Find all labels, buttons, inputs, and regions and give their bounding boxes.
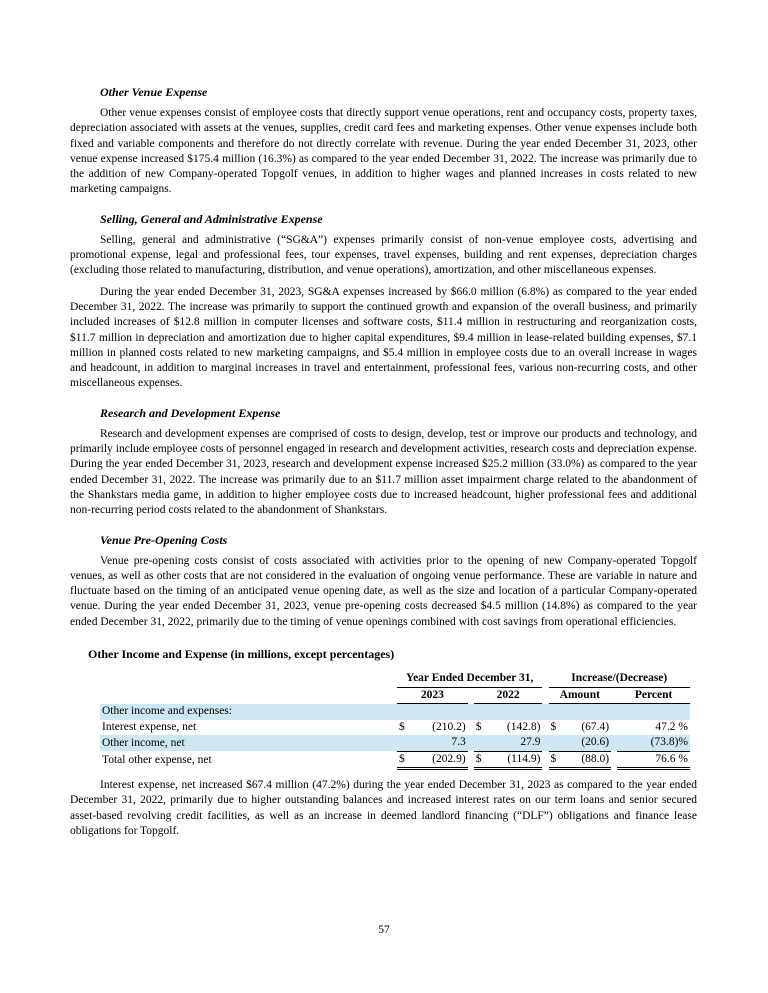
paragraph: Venue pre-opening costs consist of costs associated with activities prior to the opening of new Company-operated Topgolf venues, as well as other costs that are not considered in the evaluation of ongoing venue performance. These are variable in nature and fluctuate based on the timing of an anticipated venue opening date, as well as the size and location of a particular Company-operated venue. During the year ended December 31, 2023, venue pre-opening costs decreased $4.5 million (14.8%) as compared to the year ended December 31, 2022, primarily due to the timing of venue openings combined with cost savings from operational efficiencies. xyxy=(70,554,697,628)
dollar-sign-amount: $ xyxy=(550,720,557,733)
section-other-venue-expense xyxy=(70,85,697,198)
section-heading: Venue Pre-Opening Costs xyxy=(100,532,228,547)
row-label: Other income and expenses: xyxy=(100,704,690,720)
group-header-increase-decrease: Increase/(Decrease) xyxy=(549,671,691,687)
row-label: Other income, net xyxy=(100,735,397,751)
table-row-interest-expense xyxy=(100,720,690,736)
value-percent: 76.6 % xyxy=(617,751,690,769)
row-label: Total other expense, net xyxy=(102,754,212,767)
paragraph: Selling, general and administrative (“SG&A”) expenses primarily consist of non-venue employee costs, advertising and promotional expense, legal and professional fees, tour expenses, travel expenses, building and rent expenses, depreciation charges (excluding those related to manufacturing, distribution, and venue operations), amortization, and other miscellaneous expenses. xyxy=(70,233,697,277)
value-2023: (202.9) xyxy=(411,751,468,769)
value-percent: 47.2 % xyxy=(655,720,688,733)
page-number: 57 xyxy=(378,924,390,936)
value-2022: (114.9) xyxy=(488,751,543,769)
dollar-sign-2023: $ xyxy=(397,751,411,769)
dollar-sign-2023: $ xyxy=(399,720,405,733)
section-heading: Selling, General and Administrative Expense xyxy=(100,211,323,226)
table-row-other-income-expenses-group xyxy=(100,704,690,720)
closing-paragraph: Interest expense, net increased $67.4 million (47.2%) during the year ended December 31, 2023 as compared to the year ended December 31, 2022, primarily due to higher outstanding balances and increased interest rates on our term loans and senior secured asset-based revolving credit facilities, as well as an increase in deemed landlord financing (“DLF”) obligations and finance lease obligations for Topgolf. xyxy=(70,779,697,837)
column-header-2023: 2023 xyxy=(397,687,468,704)
value-amount: (67.4) xyxy=(581,720,610,733)
table-row-total-other-expense xyxy=(100,751,690,769)
column-header-percent: Percent xyxy=(617,687,690,704)
section-heading: Other Venue Expense xyxy=(100,85,208,99)
row-label: Interest expense, net xyxy=(102,720,197,733)
section-venue-preopening xyxy=(70,533,697,630)
dollar-sign-2023 xyxy=(397,735,411,751)
section-sga-expense xyxy=(70,212,697,392)
table-column-header-row xyxy=(100,687,690,704)
spacer-cell xyxy=(100,671,397,687)
paragraph: Research and development expenses are comprised of costs to design, develop, test or improve our products and technology, and primarily include employee costs of personnel engaged in research and development activities, research costs and depreciation expense. During the year ended December 31, 2023, research and development expense increased $25.2 million (33.0%) as compared to the year ended December 31, 2022. The increase was primarily due to an $11.7 million asset impairment charge related to the abandonment of the Shankstars media game, in addition to higher employee costs due to increased headcount, higher professional fees and additional non-recurring period costs related to the abandonment of Shankstars. xyxy=(70,427,697,517)
value-amount: (20.6) xyxy=(563,735,611,751)
table-row-other-income xyxy=(100,735,690,751)
value-2022: (142.8) xyxy=(506,720,541,733)
section-research-development xyxy=(70,406,697,519)
value-2023: (210.2) xyxy=(432,720,466,733)
dollar-sign-amount: $ xyxy=(549,751,563,769)
dollar-sign-amount xyxy=(549,735,563,751)
dollar-sign-2022: $ xyxy=(474,751,488,769)
section-heading: Research and Development Expense xyxy=(100,405,281,420)
value-amount: (88.0) xyxy=(563,751,611,769)
value-2022: 27.9 xyxy=(488,735,543,751)
value-2023: 7.3 xyxy=(411,735,468,751)
group-header-year-ended: Year Ended December 31, xyxy=(397,671,542,687)
table-group-header-row xyxy=(100,671,690,687)
dollar-sign-2022: $ xyxy=(475,720,482,733)
table-title: Other Income and Expense (in millions, except percentages) xyxy=(88,647,395,662)
spacer-cell xyxy=(100,687,397,704)
column-header-2022: 2022 xyxy=(474,687,543,704)
value-percent: (73.8)% xyxy=(617,735,690,751)
paragraph: During the year ended December 31, 2023, SG&A expenses increased by $66.0 million (6.8%) as compared to the year ended December 31, 2022. The increase was primarily to support the continued growth and expansion of the overall business, and primarily included increases of $12.8 million in computer licenses and software costs, $11.4 million in restructuring and reorganization costs, $11.7 million in depreciation and amortization due to higher capital expenditures, $9.4 million in lease-related building expenses, $7.1 million in planned costs related to new marketing campaigns, and $5.4 million in employee costs due to an overall increase in wages and headcount, in addition to marginal increases in travel and entertainment, professional fees, various non-recurring costs, and other miscellaneous expenses. xyxy=(70,285,697,390)
column-header-amount: Amount xyxy=(549,687,612,704)
other-income-expense-table xyxy=(100,671,690,770)
paragraph: Other venue expenses consist of employee costs that directly support venue operations, rent and occupancy costs, property taxes, depreciation associated with assets at the venues, supplies, credit card fees and marketing expenses. Other venue expenses include both fixed and variable components and therefore do not directly correlate with revenue. During the year ended December 31, 2023, other venue expense increased $175.4 million (16.3%) as compared to the year ended December 31, 2022. The increase was primarily due to the addition of new Company-operated Topgolf venues, in addition to higher wages and planned increases in costs related to new marketing campaigns. xyxy=(70,107,697,196)
dollar-sign-2022 xyxy=(474,735,488,751)
